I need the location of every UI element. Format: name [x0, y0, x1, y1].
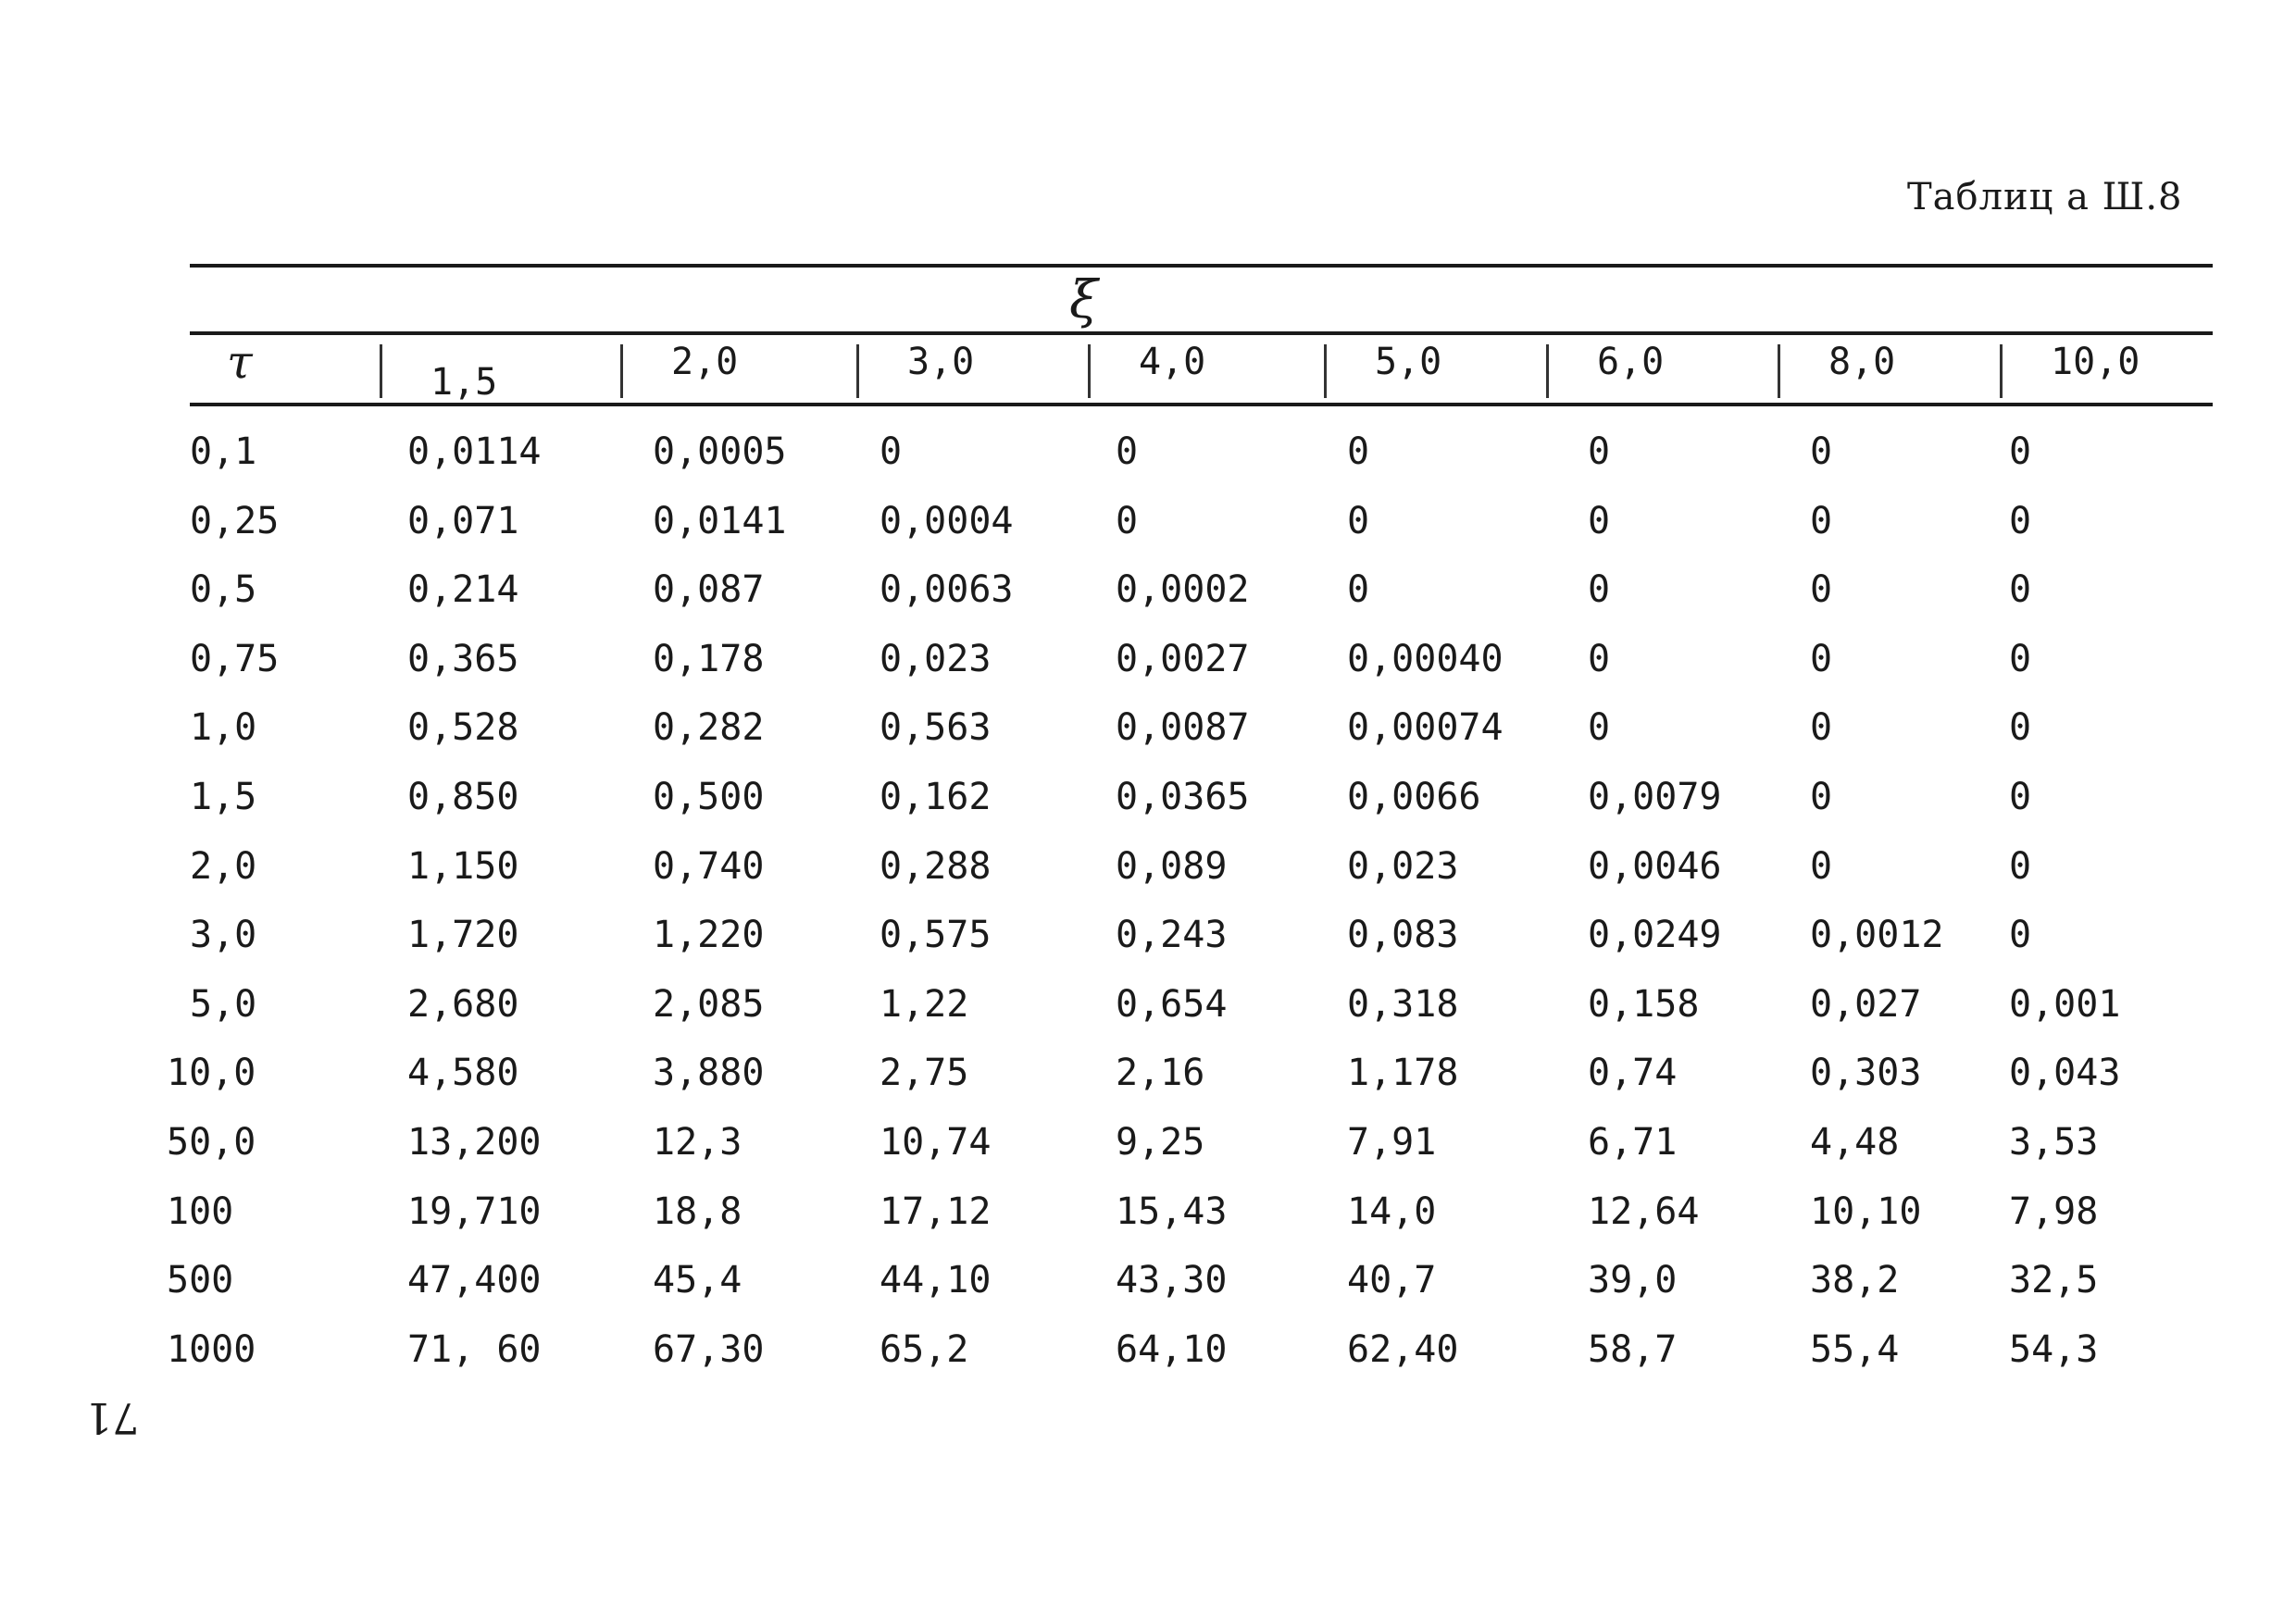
table-cell: 1,150 [407, 844, 519, 888]
table-cell: 0 [2009, 637, 2032, 680]
table-cell: 0,0087 [1116, 706, 1250, 750]
column-separator [380, 344, 382, 398]
table-cell: 4,48 [1810, 1121, 1900, 1164]
table-caption: Таблиц а Ш.8 [1907, 176, 2183, 218]
table-cell: 0,282 [653, 706, 765, 750]
table-cell: 1,720 [407, 914, 519, 957]
table-cell: 12,3 [653, 1121, 742, 1164]
table-cell: 0,158 [1588, 982, 1700, 1026]
row-header-tau: 1,0 [190, 706, 257, 750]
table-cell: 0,0063 [880, 568, 1014, 612]
table-cell: 2,085 [653, 982, 765, 1026]
table-cell: 0,288 [880, 844, 992, 888]
table-cell: 0 [1116, 430, 1139, 473]
table-cell: 0,74 [1588, 1052, 1678, 1095]
table-cell: 0,023 [880, 637, 992, 680]
table-cell: 43,30 [1116, 1259, 1228, 1302]
column-separator [1778, 344, 1780, 398]
row-header-tau: 100 [167, 1189, 234, 1233]
table-cell: 0,027 [1810, 982, 1922, 1026]
row-header-tau: 0,5 [190, 568, 257, 612]
table-cell: 0 [1347, 568, 1370, 612]
table-cell: 54,3 [2009, 1327, 2099, 1371]
row-header-tau: 0,1 [190, 430, 257, 473]
table-cell: 1,220 [653, 914, 765, 957]
column-separator [1088, 344, 1091, 398]
table-cell: 0,575 [880, 914, 992, 957]
table-cell: 0,563 [880, 706, 992, 750]
table-cell: 0,214 [407, 568, 519, 612]
table-cell: 0,528 [407, 706, 519, 750]
table-cell: 0,365 [407, 637, 519, 680]
column-header-xi: 6,0 [1597, 341, 1665, 383]
table-cell: 0 [2009, 706, 2032, 750]
table-cell: 0,0012 [1810, 914, 1944, 957]
table-cell: 0,162 [880, 776, 992, 818]
column-header-xi: 10,0 [2051, 341, 2140, 383]
column-separator [1546, 344, 1549, 398]
table-cell: 58,7 [1588, 1327, 1678, 1371]
row-header-tau: 50,0 [167, 1121, 256, 1164]
table-cell: 0 [1810, 637, 1833, 680]
table-cell: 0,00040 [1347, 637, 1504, 680]
table-cell: 0,083 [1347, 914, 1459, 957]
table-cell: 0,318 [1347, 982, 1459, 1026]
table-cell: 12,64 [1588, 1189, 1700, 1233]
table-cell: 0,0004 [880, 499, 1014, 542]
table-cell: 32,5 [2009, 1259, 2099, 1302]
table-cell: 0,500 [653, 776, 765, 818]
table-cell: 17,12 [880, 1189, 992, 1233]
table-cell: 0,654 [1116, 982, 1228, 1026]
table-cell: 7,98 [2009, 1189, 2099, 1233]
column-header-xi: 5,0 [1375, 341, 1442, 383]
table-cell: 0,850 [407, 776, 519, 818]
table-cell: 14,0 [1347, 1189, 1437, 1233]
row-header-tau: 3,0 [190, 914, 257, 957]
table-cell: 7,91 [1347, 1121, 1437, 1164]
table-cell: 0 [1810, 706, 1833, 750]
column-header-xi: 1,5 [430, 361, 498, 404]
table-cell: 55,4 [1810, 1327, 1900, 1371]
table-cell: 0 [2009, 499, 2032, 542]
row-header-tau: 0,75 [190, 637, 280, 680]
table-cell: 0 [1588, 637, 1611, 680]
row-header-tau: 1000 [167, 1327, 256, 1371]
column-header-xi: 2,0 [671, 341, 739, 383]
table-cell: 0 [1588, 499, 1611, 542]
row-header-tau: 0,25 [190, 499, 280, 542]
table-cell: 65,2 [880, 1327, 969, 1371]
row-header-tau: 10,0 [167, 1052, 256, 1095]
top-rule [190, 264, 2213, 268]
table-cell: 0,0066 [1347, 776, 1481, 818]
table-cell: 0 [2009, 568, 2032, 612]
table-cell: 2,16 [1116, 1052, 1205, 1095]
table-cell: 0,089 [1116, 844, 1228, 888]
table-cell: 67,30 [653, 1327, 765, 1371]
table-cell: 0 [1116, 499, 1139, 542]
column-separator [2000, 344, 2003, 398]
row-header-tau: 1,5 [190, 776, 257, 818]
table-cell: 0 [2009, 776, 2032, 818]
table-cell: 0,071 [407, 499, 519, 542]
table-cell: 0,0002 [1116, 568, 1250, 612]
table-cell: 71, 60 [407, 1327, 542, 1371]
table-cell: 0,178 [653, 637, 765, 680]
table-cell: 3,880 [653, 1052, 765, 1095]
table-cell: 0,0027 [1116, 637, 1250, 680]
table-cell: 9,25 [1116, 1121, 1205, 1164]
table-cell: 0 [1810, 844, 1833, 888]
table-cell: 64,10 [1116, 1327, 1228, 1371]
table-cell: 0,0005 [653, 430, 787, 473]
column-separator [1324, 344, 1327, 398]
table-cell: 0,087 [653, 568, 765, 612]
table-cell: 62,40 [1347, 1327, 1459, 1371]
table-cell: 0 [1810, 499, 1833, 542]
table-cell: 19,710 [407, 1189, 542, 1233]
table-cell: 0 [2009, 844, 2032, 888]
table-cell: 0,0141 [653, 499, 787, 542]
table-cell: 0,0046 [1588, 844, 1722, 888]
table-cell: 0 [1347, 499, 1370, 542]
table-cell: 44,10 [880, 1259, 992, 1302]
table-cell: 0 [1588, 568, 1611, 612]
table-cell: 0 [2009, 914, 2032, 957]
table-cell: 0,0079 [1588, 776, 1722, 818]
row-header-tau: 5,0 [190, 982, 257, 1026]
table-cell: 0,243 [1116, 914, 1228, 957]
column-header-xi: 3,0 [907, 341, 975, 383]
table-cell: 0 [1347, 430, 1370, 473]
table-cell: 0 [1588, 430, 1611, 473]
table-cell: 0 [880, 430, 903, 473]
table-cell: 47,400 [407, 1259, 542, 1302]
table-cell: 0,001 [2009, 982, 2121, 1026]
table-cell: 0,303 [1810, 1052, 1922, 1095]
row-header-tau: 2,0 [190, 844, 257, 888]
page-number: 71 [85, 1393, 140, 1443]
middle-rule [190, 331, 2213, 335]
row-header-tau: 500 [167, 1259, 234, 1302]
table-cell: 0 [1810, 568, 1833, 612]
table-cell: 2,75 [880, 1052, 969, 1095]
table-cell: 1,22 [880, 982, 969, 1026]
table-cell: 0,043 [2009, 1052, 2121, 1095]
column-separator [620, 344, 623, 398]
table-cell: 0,0249 [1588, 914, 1722, 957]
table-cell: 10,74 [880, 1121, 992, 1164]
table-cell: 1,178 [1347, 1052, 1459, 1095]
table-cell: 0,00074 [1347, 706, 1504, 750]
table-cell: 15,43 [1116, 1189, 1228, 1233]
table-cell: 18,8 [653, 1189, 742, 1233]
table-cell: 0 [2009, 430, 2032, 473]
column-header-xi: 4,0 [1139, 341, 1206, 383]
table-cell: 10,10 [1810, 1189, 1922, 1233]
table-cell: 3,53 [2009, 1121, 2099, 1164]
table-cell: 0,0114 [407, 430, 542, 473]
table-cell: 38,2 [1810, 1259, 1900, 1302]
xi-symbol: ξ [1069, 270, 1098, 330]
table-cell: 0,0365 [1116, 776, 1250, 818]
table-cell: 39,0 [1588, 1259, 1678, 1302]
table-cell: 45,4 [653, 1259, 742, 1302]
table-cell: 0,740 [653, 844, 765, 888]
tau-symbol: τ [227, 335, 253, 389]
table-cell: 2,680 [407, 982, 519, 1026]
table-cell: 0 [1810, 430, 1833, 473]
table-cell: 13,200 [407, 1121, 542, 1164]
table-cell: 0,023 [1347, 844, 1459, 888]
column-separator [856, 344, 859, 398]
table-cell: 6,71 [1588, 1121, 1678, 1164]
column-header-xi: 8,0 [1828, 341, 1896, 383]
table-cell: 0 [1588, 706, 1611, 750]
table-cell: 4,580 [407, 1052, 519, 1095]
table-cell: 0 [1810, 776, 1833, 818]
table-cell: 40,7 [1347, 1259, 1437, 1302]
